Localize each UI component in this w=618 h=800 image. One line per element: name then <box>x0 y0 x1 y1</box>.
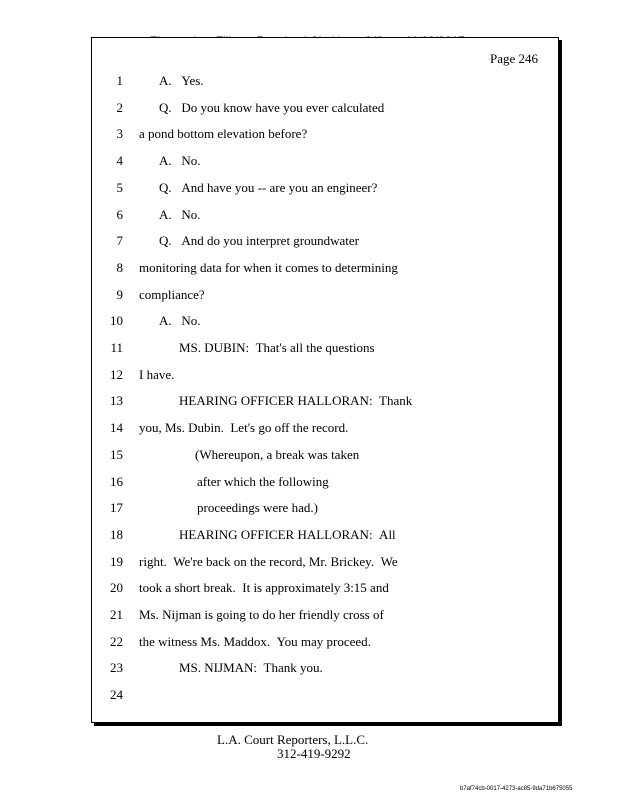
line-number: 4 <box>116 153 123 169</box>
transcript-line <box>92 500 552 518</box>
line-number: 9 <box>116 286 123 302</box>
line-number: 18 <box>110 526 123 542</box>
transcript-line <box>92 260 552 278</box>
transcript-line <box>92 607 552 625</box>
transcript-line <box>92 287 552 305</box>
line-text: Q. And have you -- are you an engineer? <box>159 179 378 195</box>
line-number: 24 <box>110 687 123 703</box>
line-text: A. No. <box>159 313 201 329</box>
transcript-line <box>92 580 552 598</box>
transcript-line <box>92 207 552 225</box>
line-text: (Whereupon, a break was taken <box>195 446 360 462</box>
transcript-line <box>92 153 552 171</box>
line-text: A. Yes. <box>159 73 204 88</box>
transcript-line <box>92 100 552 118</box>
line-number: 23 <box>110 660 123 676</box>
transcript-line <box>92 554 552 572</box>
line-text: a pond bottom elevation before? <box>139 126 308 142</box>
line-text: MS. DUBIN: That's all the questions <box>179 340 375 355</box>
transcript-line <box>92 233 552 251</box>
line-number: 6 <box>116 206 123 222</box>
line-number: 3 <box>116 126 123 142</box>
line-text: took a short break. It is approximately 3:15 and <box>139 580 389 596</box>
page-number: Page 246 <box>489 51 538 66</box>
line-number: 5 <box>116 179 123 195</box>
transcript-line <box>92 73 552 91</box>
line-number: 13 <box>110 393 123 409</box>
line-text: proceedings were had.) <box>197 500 318 516</box>
line-number: 14 <box>110 420 123 436</box>
transcript-line <box>92 126 552 144</box>
line-text: Q. Do you know have you ever calculated <box>159 99 385 115</box>
line-number: 7 <box>116 233 123 249</box>
line-text: HEARING OFFICER HALLORAN: All <box>179 526 396 542</box>
line-text: A. No. <box>159 206 201 222</box>
line-number: 12 <box>110 366 123 382</box>
line-text: Ms. Nijman is going to do her friendly cross of <box>139 607 384 622</box>
transcript-line <box>92 660 552 678</box>
transcript-line <box>92 340 552 358</box>
line-text: A. No. <box>159 153 201 169</box>
transcript-page <box>91 37 559 723</box>
transcript-line <box>92 474 552 492</box>
line-number: 21 <box>110 607 123 622</box>
line-number: 10 <box>110 313 123 329</box>
line-number: 16 <box>110 473 123 489</box>
line-text: after which the following <box>197 473 329 489</box>
transcript-line <box>92 687 552 705</box>
transcript-line <box>92 367 552 385</box>
transcript-line <box>92 180 552 198</box>
line-number: 17 <box>110 500 123 516</box>
line-text: monitoring data for when it comes to determining <box>139 259 398 275</box>
line-number: 22 <box>110 633 123 649</box>
document-id: b7af74cb-0017-4273-ac85-9da71b675055 <box>460 786 573 792</box>
line-number: 11 <box>110 340 123 355</box>
transcript-line <box>92 447 552 465</box>
line-text: right. We're back on the record, Mr. Brickey. We <box>139 553 398 569</box>
line-text: HEARING OFFICER HALLORAN: Thank <box>179 393 413 409</box>
line-text: compliance? <box>139 286 205 302</box>
transcript-line <box>92 313 552 331</box>
line-number: 19 <box>110 553 123 569</box>
footer-phone: 312-419-9292 <box>277 746 351 761</box>
line-number: 2 <box>116 99 123 115</box>
line-number: 8 <box>116 259 123 275</box>
line-text: MS. NIJMAN: Thank you. <box>179 660 323 676</box>
line-number: 15 <box>110 446 123 462</box>
line-number: 1 <box>116 73 123 88</box>
footer-company: L.A. Court Reporters, L.L.C. <box>217 732 369 747</box>
line-text: you, Ms. Dubin. Let's go off the record. <box>139 420 349 436</box>
transcript-line <box>92 527 552 545</box>
line-text: I have. <box>139 366 175 382</box>
transcript-line <box>92 634 552 652</box>
transcript-line <box>92 420 552 438</box>
transcript-line <box>92 393 552 411</box>
line-text: Q. And do you interpret groundwater <box>159 233 360 249</box>
line-text: the witness Ms. Maddox. You may proceed. <box>139 633 371 649</box>
line-number: 20 <box>110 580 123 596</box>
